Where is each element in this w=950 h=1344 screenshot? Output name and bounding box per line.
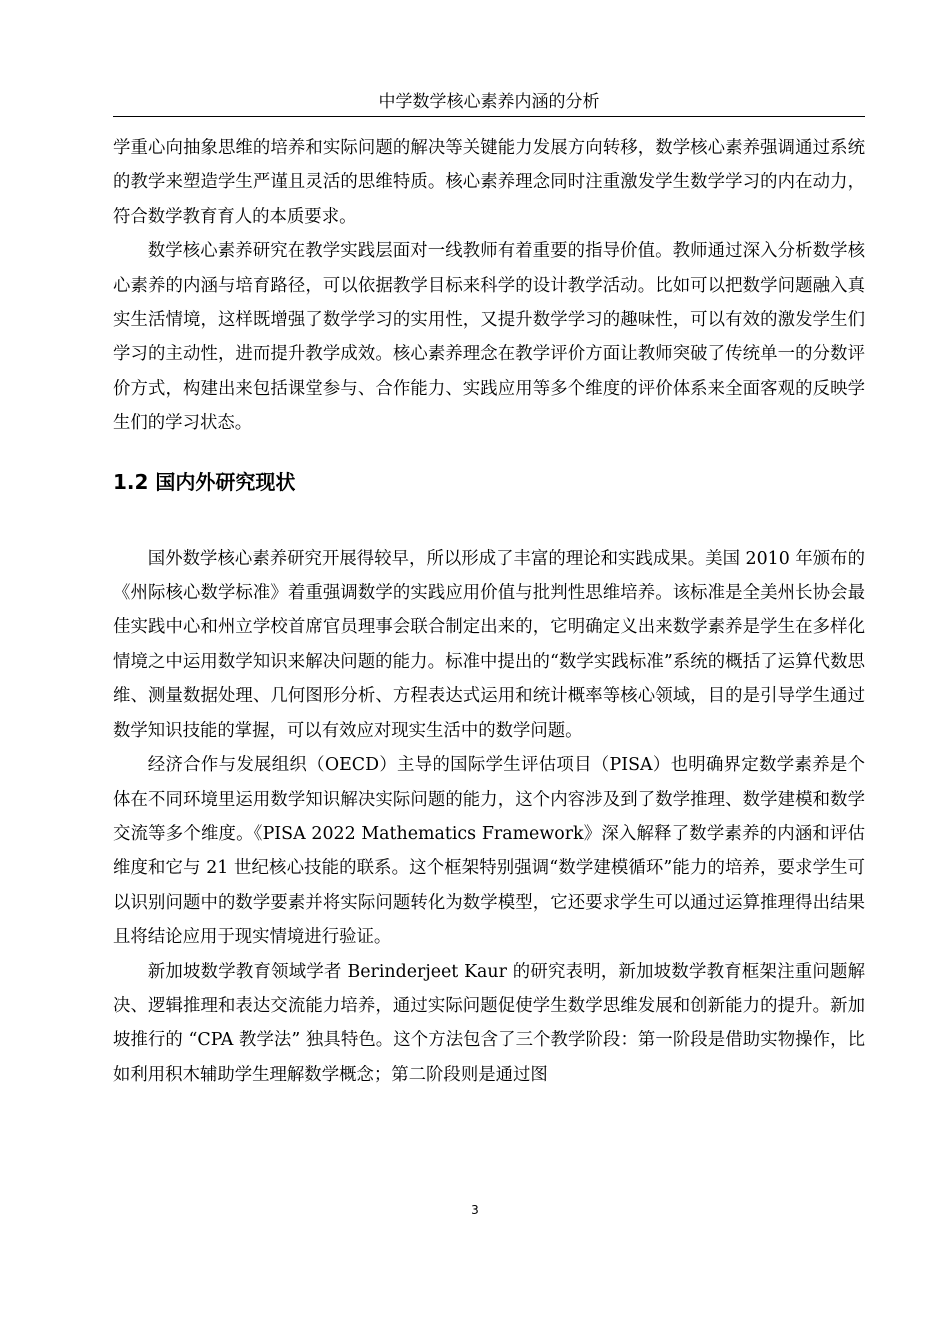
body-paragraph: 国外数学核心素养研究开展得较早，所以形成了丰富的理论和实践成果。美国 2010 年颁布的《州际核心数学标准》着重强调数学的实践应用价值与批判性思维培养。该标准是全美州长协会最佳实践中心和州立学校首席官员理事会联合制定出来的，它明确定义出来数学素养是学生在多样化情境之中运用数学知识来解决问题的能力。标准中提出的“数学实践标准”系统的概括了运算代数思维、测量数据处理、几何图形分析、方程表达式运用和统计概率等核心领域，目的是引导学生通过数学知识技能的掌握，可以有效应对现实生活中的数学问题。 bbox=[113, 548, 865, 741]
page-number: 3 bbox=[471, 1203, 479, 1217]
section-heading: 1.2 国内外研究现状 bbox=[113, 469, 296, 494]
body-paragraph: 学重心向抽象思维的培养和实际问题的解决等关键能力发展方向转移，数学核心素养强调通过系统的教学来塑造学生严谨且灵活的思维特质。核心素养理念同时注重激发学生数学学习的内在动力，符合数学教育育人的本质要求。 bbox=[113, 138, 865, 227]
body-paragraph: 数学核心素养研究在教学实践层面对一线教师有着重要的指导价值。教师通过深入分析数学核心素养的内涵与培育路径，可以依据教学目标来科学的设计教学活动。比如可以把数学问题融入真实生活情境，这样既增强了数学学习的实用性，又提升数学学习的趣味性，可以有效的激发学生们学习的主动性，进而提升教学成效。核心素养理念在教学评价方面让教师突破了传统单一的分数评价方式，构建出来包括课堂参与、合作能力、实践应用等多个维度的评价体系来全面客观的反映学生们的学习状态。 bbox=[113, 241, 865, 434]
page-header: 中学数学核心素养内涵的分析 bbox=[113, 88, 865, 117]
body-paragraph: 新加坡数学教育领域学者 Berinderjeet Kaur 的研究表明，新加坡数学教育框架注重问题解决、逻辑推理和表达交流能力培养，通过实际问题促使学生数学思维发展和创新能力的提升。新加坡推行的 “CPA 教学法” 独具特色。这个方法包含了三个教学阶段：第一阶段是借助实物操作，比如利用积木辅助学生理解数学概念；第二阶段则是通过图 bbox=[113, 961, 865, 1085]
page-body bbox=[113, 131, 865, 1092]
body-paragraph: 经济合作与发展组织（OECD）主导的国际学生评估项目（PISA）也明确界定数学素养是个体在不同环境里运用数学知识解决实际问题的能力，这个内容涉及到了数学推理、数学建模和数学交流等多个维度。《PISA 2022 Mathematics Framework》深入解释了数学素养的内涵和评估维度和它与 21 世纪核心技能的联系。这个框架特别强调“数学建模循环”能力的培养，要求学生可以识别问题中的数学要素并将实际问题转化为数学模型，它还要求学生可以通过运算推理得出结果且将结论应用于现实情境进行验证。 bbox=[113, 755, 865, 948]
